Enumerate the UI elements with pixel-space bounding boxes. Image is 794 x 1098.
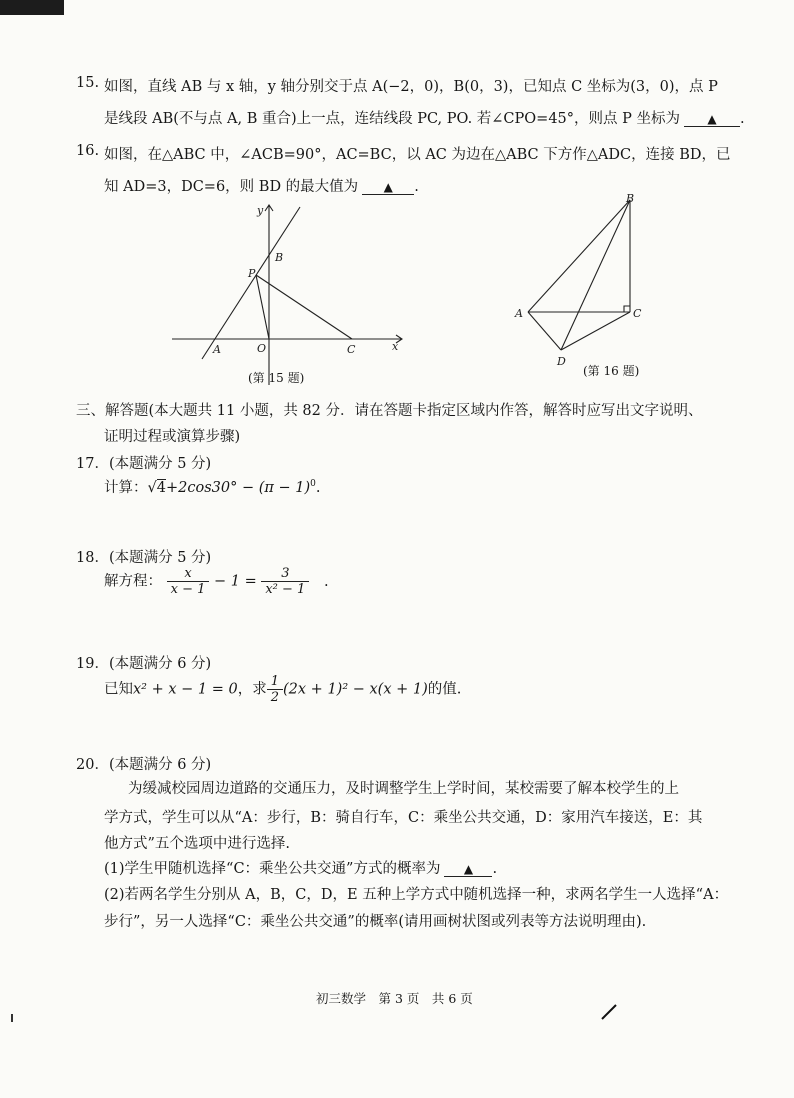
q20-sub1-end: .: [492, 861, 498, 877]
q19-prefix: 已知: [104, 681, 133, 698]
pen-stroke-mark: [600, 1002, 620, 1022]
fig15-segment-po: [256, 275, 269, 339]
q19-expression: [104, 674, 461, 705]
q19-half-den: 2: [270, 690, 280, 705]
fig16-segment-bd: [561, 200, 630, 350]
fig16-caption: (第 16 题): [583, 364, 640, 378]
q17-sqrt-inner: 4: [156, 480, 166, 496]
section3-line2: 证明过程或演算步骤): [104, 429, 241, 445]
q16-line2: [104, 175, 419, 196]
q17-title: 17．(本题满分 5 分): [76, 456, 212, 472]
fig16-segment-dc: [561, 312, 630, 350]
q16-number: 16.: [76, 143, 100, 159]
q15-answer-mark: ▲: [707, 112, 717, 126]
q20-title: 20．(本题满分 6 分): [76, 757, 212, 773]
q18-end: .: [323, 573, 329, 590]
q19-half-num: 1: [267, 674, 283, 690]
fig16-label-b: B: [626, 192, 635, 205]
q18-mid: − 1 =: [213, 573, 257, 590]
q17-expression: [104, 476, 321, 497]
q20-sub1: [104, 857, 497, 878]
q16-answer-mark: ▲: [383, 180, 393, 194]
q20-sub1-answer-blank: [444, 862, 492, 877]
fig16-segment-ad: [528, 312, 561, 350]
section3-line1: 三、解答题(本大题共 11 小题，共 82 分．请在答题卡指定区域内作答，解答时应写出文字说明、: [76, 403, 703, 419]
q15-number: 15.: [76, 75, 100, 91]
page-footer: 初三数学 第 3 页 共 6 页: [316, 991, 473, 1006]
q20-sub2-line2: 步行”，另一人选择“C：乘坐公共交通”的概率(请用画树状图或列表等方法说明理由).: [104, 914, 647, 930]
q19-mid: ，求: [237, 681, 267, 698]
fig15-caption: (第 15 题): [248, 371, 305, 385]
q16-answer-blank: [362, 180, 414, 195]
q16-line2-text: 知 AD=3，DC=6，则 BD 的最大值为: [104, 179, 359, 195]
sqrt-sign: √: [147, 480, 157, 496]
q20-sub2-line1: (2)若两名学生分别从 A，B，C，D，E 五种上学方式中随机选择一种，求两名学生一人选择“A：: [104, 887, 729, 903]
q15-answer-blank: [684, 112, 740, 127]
scan-edge-mark: [11, 1014, 13, 1022]
fig16-right-angle: [624, 306, 630, 312]
fig15-label-b: B: [275, 251, 284, 264]
q17-rest: +2cos30° − (π − 1): [165, 480, 311, 496]
q17-exponent: 0: [310, 479, 316, 490]
q15-line2-text: 是线段 AB(不与点 A, B 重合)上一点，连结线段 PC, PO. 若∠CPO=45°，则点 P 坐标为: [104, 111, 680, 127]
q20-paragraph-line1: 为缓减校园周边道路的交通压力，及时调整学生上学时间，某校需要了解本校学生的上: [128, 781, 679, 797]
fig15-line-ab: [202, 207, 300, 359]
q18-frac1-den: x − 1: [170, 582, 206, 597]
scan-corner-mark: [0, 0, 64, 15]
q20-sub1-answer-mark: ▲: [463, 862, 474, 876]
fig15-label-p: P: [248, 267, 256, 280]
fig15-label-x: x: [392, 340, 399, 353]
q19-end: 的值.: [427, 681, 462, 698]
q15-end: .: [740, 111, 745, 127]
figure-16: [505, 188, 655, 373]
q18-expression: [104, 566, 329, 597]
q19-title: 19．(本题满分 6 分): [76, 656, 212, 672]
q18-frac1-num: x: [167, 566, 210, 582]
q15-line2: [104, 107, 745, 128]
q18-fraction-left: [167, 566, 210, 597]
figure-15: [160, 195, 410, 390]
q19-expr: (2x + 1)² − x(x + 1): [283, 681, 428, 698]
q16-end: .: [414, 179, 419, 195]
q20-paragraph-line3: 他方式”五个选项中进行选择.: [104, 836, 291, 852]
fig16-label-d: D: [557, 355, 566, 368]
q20-sub1-text: (1)学生甲随机选择“C：乘坐公共交通”方式的概率为: [104, 861, 441, 877]
fig15-label-a: A: [213, 343, 221, 356]
q18-frac2-den: x² − 1: [265, 582, 306, 597]
fig15-label-y: y: [257, 204, 264, 217]
q15-line1: 如图，直线 AB 与 x 轴，y 轴分别交于点 A(−2，0)，B(0，3)，已知点 C 坐标为(3，0)，点 P: [104, 79, 718, 95]
q18-frac2-num: 3: [261, 566, 309, 582]
q18-title: 18．(本题满分 5 分): [76, 550, 212, 566]
q16-line1: 如图，在△ABC 中，∠ACB=90°，AC=BC，以 AC 为边在△ABC 下方作△ADC，连接 BD，已: [104, 147, 731, 163]
q18-fraction-right: [261, 566, 309, 597]
fig16-label-c: C: [633, 307, 642, 320]
q18-prefix: 解方程：: [104, 573, 162, 590]
fig15-label-o: O: [257, 342, 267, 355]
q20-paragraph-line2: 学方式，学生可以从“A：步行，B：骑自行车，C：乘坐公共交通，D：家用汽车接送，E：其: [104, 810, 703, 826]
fig16-segment-ab: [528, 200, 630, 312]
q17-prefix: 计算：: [104, 480, 148, 496]
fig15-segment-pc: [256, 275, 352, 339]
q19-condition: x² + x − 1 = 0: [133, 681, 238, 698]
fig15-label-c: C: [347, 343, 356, 356]
fig16-label-a: A: [515, 307, 523, 320]
q19-half: [267, 674, 283, 705]
q17-end: .: [315, 480, 321, 496]
